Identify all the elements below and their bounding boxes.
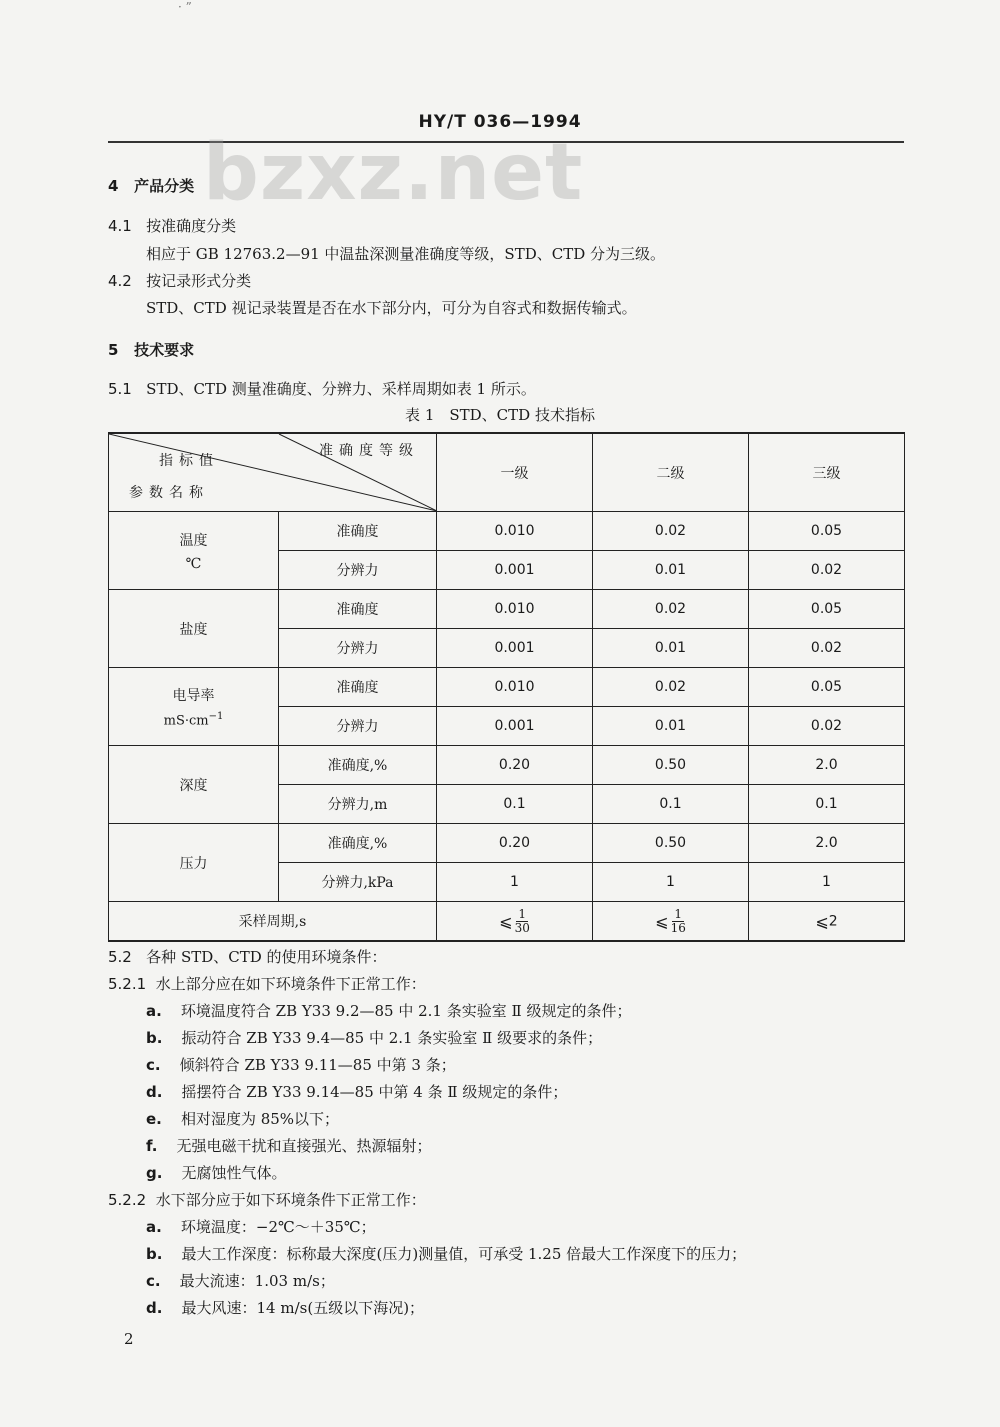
value-cell: 1	[593, 863, 749, 902]
param-unit: ℃	[185, 555, 202, 572]
corner-label-index: 指标值	[159, 453, 219, 469]
grade-header: 二级	[593, 433, 749, 512]
table-row	[109, 824, 905, 863]
value-cell: 0.001	[437, 707, 593, 746]
list-item: f. 无强电磁干扰和直接强光、热源辐射；	[146, 1137, 432, 1155]
param-name: 温度	[179, 532, 208, 549]
metric-label: 准确度,%	[279, 746, 437, 785]
list-item: b. 振动符合 ZB Y33 9.4—85 中 2.1 条实验室 Ⅱ 级要求的条件；	[146, 1029, 603, 1047]
value-cell: 2.0	[749, 746, 905, 785]
param-cell	[109, 668, 279, 746]
table-row-sampling	[109, 902, 905, 942]
table-row	[109, 512, 905, 551]
table-row	[109, 590, 905, 629]
grade-header: 一级	[437, 433, 593, 512]
section-5-2-1: 5.2.1 水上部分应在如下环境条件下正常工作：	[108, 975, 426, 993]
watermark: bzxz.net	[203, 128, 584, 218]
section-4-heading: 4 产品分类	[108, 177, 195, 195]
value-cell: 0.1	[437, 785, 593, 824]
value-cell: ⩽ $\frac{1}{30}$	[437, 902, 593, 942]
section-4-1-heading: 4.1 按准确度分类	[108, 217, 237, 235]
list-item: b. 最大工作深度：标称最大深度(压力)测量值，可承受 1.25 倍最大工作深度下的压力；	[146, 1245, 747, 1263]
param-name: 深度	[179, 777, 208, 794]
table-corner-cell	[109, 433, 437, 512]
sampling-label: 采样周期,s	[109, 902, 437, 942]
section-4-1-text: 相应于 GB 12763.2—91 中温盐深测量准确度等级，STD、CTD 分为三级。	[146, 245, 666, 263]
param-unit: $mS\cdot cm^{-1}$	[163, 710, 224, 729]
metric-label: 准确度,%	[279, 824, 437, 863]
metric-label: 准确度	[279, 590, 437, 629]
corner-mark: · ”	[178, 0, 192, 14]
value-cell: 0.02	[749, 551, 905, 590]
list-item: e. 相对湿度为 85%以下；	[146, 1110, 340, 1128]
metric-label: 准确度	[279, 668, 437, 707]
spec-table	[108, 432, 905, 942]
value-cell: 0.02	[593, 512, 749, 551]
value-cell: 0.01	[593, 629, 749, 668]
value-cell: 0.02	[749, 707, 905, 746]
page-number: 2	[124, 1330, 134, 1348]
value-cell: 0.001	[437, 629, 593, 668]
list-item: d. 摇摆符合 ZB Y33 9.14—85 中第 4 条 Ⅱ 级规定的条件；	[146, 1083, 568, 1101]
section-4-2-heading: 4.2 按记录形式分类	[108, 272, 252, 290]
section-5-1-text: 5.1 STD、CTD 测量准确度、分辨力、采样周期如表 1 所示。	[108, 380, 536, 398]
param-cell	[109, 590, 279, 668]
section-5-2-2: 5.2.2 水下部分应于如下环境条件下正常工作：	[108, 1191, 426, 1209]
value-cell: 0.010	[437, 512, 593, 551]
corner-label-grade: 准确度等级	[319, 443, 419, 459]
section-4-2-text: STD、CTD 视记录装置是否在水下部分内，可分为自容式和数据传输式。	[146, 299, 637, 317]
metric-label: 准确度	[279, 512, 437, 551]
table-header-row	[109, 433, 905, 512]
value-cell: 0.1	[593, 785, 749, 824]
param-cell	[109, 512, 279, 590]
value-cell: 2.0	[749, 824, 905, 863]
section-5-2: 5.2 各种 STD、CTD 的使用环境条件：	[108, 948, 387, 966]
value-cell: 0.02	[749, 629, 905, 668]
list-item: a. 环境温度：−2℃～＋35℃；	[146, 1218, 376, 1236]
value-cell: 0.02	[593, 590, 749, 629]
value-cell: 0.20	[437, 824, 593, 863]
value-cell: 0.05	[749, 512, 905, 551]
metric-label: 分辨力	[279, 551, 437, 590]
param-cell	[109, 824, 279, 902]
grade-header: 三级	[749, 433, 905, 512]
param-name: 压力	[179, 855, 208, 872]
table-row	[109, 668, 905, 707]
corner-label-param: 参数名称	[129, 485, 209, 501]
value-cell: 0.50	[593, 746, 749, 785]
value-cell: 0.02	[593, 668, 749, 707]
standard-header: HY/T 036—1994	[418, 112, 582, 132]
value-cell: 0.20	[437, 746, 593, 785]
param-cell	[109, 746, 279, 824]
value-cell: 0.05	[749, 590, 905, 629]
table-caption: 表 1 STD、CTD 技术指标	[405, 406, 595, 424]
value-cell: 0.010	[437, 590, 593, 629]
list-item: g. 无腐蚀性气体。	[146, 1164, 287, 1182]
section-5-heading: 5 技术要求	[108, 341, 195, 359]
list-item: c. 最大流速：1.03 m/s；	[146, 1272, 335, 1290]
metric-label: 分辨力,m	[279, 785, 437, 824]
value-cell: 1	[749, 863, 905, 902]
value-cell: 0.1	[749, 785, 905, 824]
metric-label: 分辨力,kPa	[279, 863, 437, 902]
value-cell: 0.010	[437, 668, 593, 707]
value-cell: ⩽2	[749, 902, 905, 942]
list-item: a. 环境温度符合 ZB Y33 9.2—85 中 2.1 条实验室 Ⅱ 级规定的条件；	[146, 1002, 632, 1020]
param-name: 电导率	[172, 687, 215, 704]
param-name: 盐度	[179, 621, 208, 638]
metric-label: 分辨力	[279, 629, 437, 668]
value-cell: 0.001	[437, 551, 593, 590]
value-cell: 0.01	[593, 707, 749, 746]
value-cell: 0.01	[593, 551, 749, 590]
value-cell: ⩽ $\frac{1}{16}$	[593, 902, 749, 942]
value-cell: 0.05	[749, 668, 905, 707]
list-item: c. 倾斜符合 ZB Y33 9.11—85 中第 3 条；	[146, 1056, 456, 1074]
value-cell: 1	[437, 863, 593, 902]
value-cell: 0.50	[593, 824, 749, 863]
metric-label: 分辨力	[279, 707, 437, 746]
table-row	[109, 746, 905, 785]
list-item: d. 最大风速：14 m/s(五级以下海况)；	[146, 1299, 425, 1317]
